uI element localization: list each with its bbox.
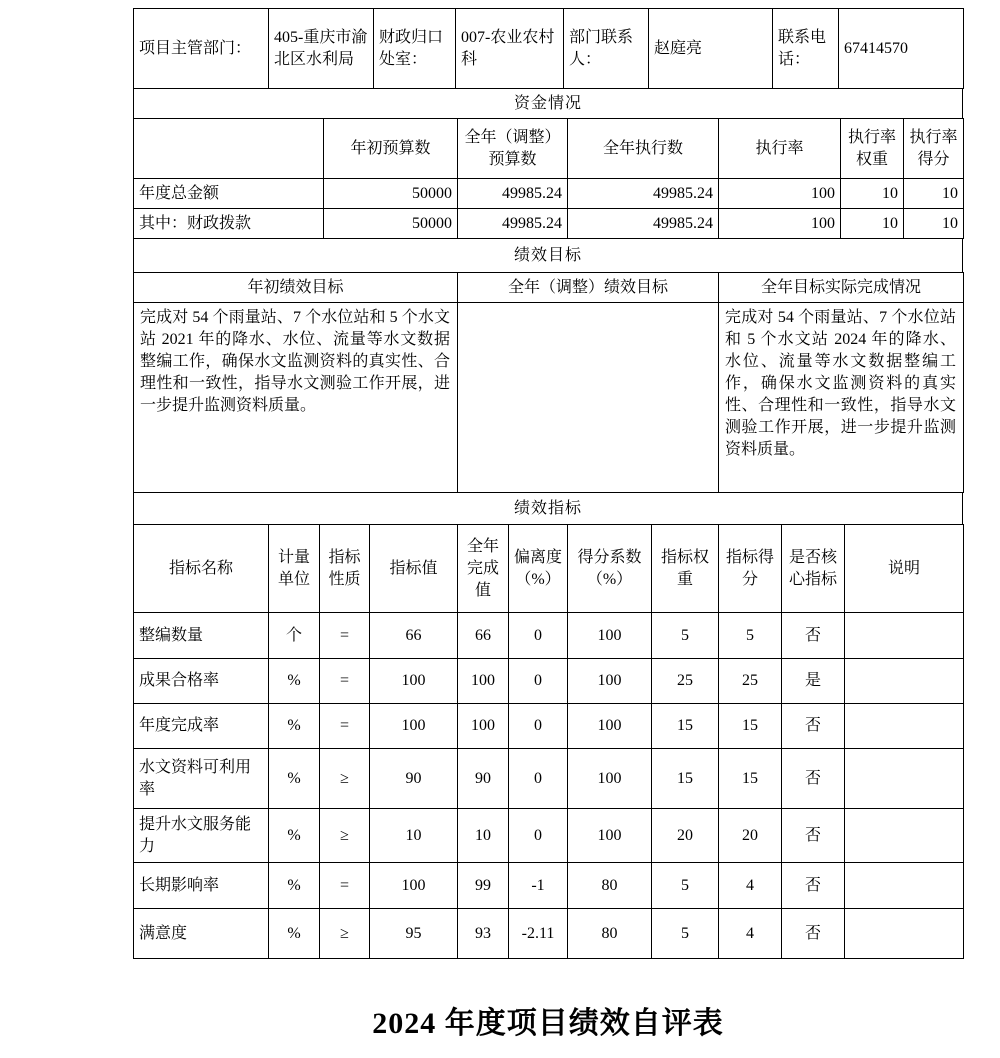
info-table: [133, 8, 964, 89]
indicator-score: 25: [719, 659, 782, 704]
funding-header-adjusted-budget: 全年（调整）预算数: [458, 119, 568, 179]
indicator-score-coef: 100: [568, 613, 652, 659]
indicator-row: [134, 749, 964, 809]
indicator-completed: 90: [458, 749, 509, 809]
funding-row-label: 其中：财政拨款: [134, 209, 324, 239]
funding-row-total: [134, 179, 964, 209]
indicator-score: 4: [719, 909, 782, 959]
ind-header-weight: 指标权重: [652, 525, 719, 613]
indicator-target: 10: [370, 809, 458, 863]
indicator-row: [134, 613, 964, 659]
info-row: [134, 9, 964, 89]
indicators-table: [133, 524, 964, 959]
indicator-unit: 个: [269, 613, 320, 659]
ind-header-unit: 计量单位: [269, 525, 320, 613]
indicator-score: 4: [719, 863, 782, 909]
indicator-note: [845, 749, 964, 809]
funding-header-executed: 全年执行数: [568, 119, 719, 179]
indicator-core: 否: [782, 613, 845, 659]
funding-cell: 49985.24: [568, 179, 719, 209]
indicator-core: 是: [782, 659, 845, 704]
indicator-unit: %: [269, 749, 320, 809]
funding-cell: 49985.24: [458, 209, 568, 239]
funding-section-bar: [133, 88, 963, 119]
goals-header-adjusted: 全年（调整）绩效目标: [458, 273, 719, 303]
indicator-weight: 25: [652, 659, 719, 704]
funding-header-rate-weight: 执行率权重: [841, 119, 904, 179]
indicator-completed: 100: [458, 704, 509, 749]
indicator-core: 否: [782, 863, 845, 909]
contact-label: 部门联系人：: [564, 9, 649, 89]
indicator-note: [845, 909, 964, 959]
dept-value: 405-重庆市渝北区水利局: [269, 9, 374, 89]
indicator-name: 水文资料可利用率: [134, 749, 269, 809]
indicator-score-coef: 100: [568, 659, 652, 704]
indicator-weight: 15: [652, 704, 719, 749]
ind-header-deviation: 偏离度（%）: [509, 525, 568, 613]
indicator-unit: %: [269, 809, 320, 863]
funding-cell: 49985.24: [458, 179, 568, 209]
indicator-target: 95: [370, 909, 458, 959]
indicator-weight: 20: [652, 809, 719, 863]
funding-cell: 10: [841, 209, 904, 239]
funding-table: [133, 118, 964, 239]
indicator-row: [134, 909, 964, 959]
goals-section-title: 绩效目标: [134, 239, 963, 273]
funding-cell: 49985.24: [568, 209, 719, 239]
indicator-unit: %: [269, 704, 320, 749]
indicator-weight: 15: [652, 749, 719, 809]
indicator-score-coef: 100: [568, 704, 652, 749]
funding-header-execution-rate: 执行率: [719, 119, 841, 179]
indicator-target: 100: [370, 863, 458, 909]
funding-row-label: 年度总金额: [134, 179, 324, 209]
funding-row-fiscal: [134, 209, 964, 239]
phone-label: 联系电话：: [773, 9, 839, 89]
indicator-completed: 99: [458, 863, 509, 909]
indicator-nature: ≥: [320, 749, 370, 809]
indicator-nature: =: [320, 659, 370, 704]
office-value: 007-农业农村科: [456, 9, 564, 89]
indicator-core: 否: [782, 909, 845, 959]
funding-header-row: [134, 119, 964, 179]
ind-header-target: 指标值: [370, 525, 458, 613]
goals-table: [133, 272, 964, 493]
indicator-score-coef: 80: [568, 863, 652, 909]
funding-cell: 10: [841, 179, 904, 209]
indicators-header-row: [134, 525, 964, 613]
funding-cell: 50000: [324, 179, 458, 209]
indicator-score: 5: [719, 613, 782, 659]
indicator-note: [845, 613, 964, 659]
funding-corner-cell: [134, 119, 324, 179]
contact-value: 赵庭亮: [649, 9, 773, 89]
ind-header-core: 是否核心指标: [782, 525, 845, 613]
funding-cell: 10: [904, 209, 964, 239]
indicator-unit: %: [269, 909, 320, 959]
indicator-score-coef: 100: [568, 749, 652, 809]
ind-header-name: 指标名称: [134, 525, 269, 613]
page-title: 2024 年度项目绩效自评表: [372, 1007, 724, 1040]
indicator-note: [845, 704, 964, 749]
indicator-target: 100: [370, 659, 458, 704]
indicator-completed: 93: [458, 909, 509, 959]
indicator-deviation: -1: [509, 863, 568, 909]
indicator-weight: 5: [652, 909, 719, 959]
indicator-row: [134, 809, 964, 863]
indicator-target: 90: [370, 749, 458, 809]
indicator-deviation: 0: [509, 659, 568, 704]
funding-cell: 100: [719, 209, 841, 239]
goals-content-row: [134, 303, 964, 493]
indicator-note: [845, 863, 964, 909]
indicator-deviation: -2.11: [509, 909, 568, 959]
indicator-score: 20: [719, 809, 782, 863]
goals-section-bar: [133, 238, 963, 273]
indicator-weight: 5: [652, 863, 719, 909]
indicator-deviation: 0: [509, 809, 568, 863]
goal-initial-text: 完成对 54 个雨量站、7 个水位站和 5 个水文站 2021 年的降水、水位、流量等水文数据整编工作，确保水文监测资料的真实性、合理性和一致性，指导水文测验工作开展，进一步提升监测资料质量。: [134, 303, 458, 493]
funding-cell: 100: [719, 179, 841, 209]
ind-header-score: 指标得分: [719, 525, 782, 613]
indicator-weight: 5: [652, 613, 719, 659]
goals-header-initial: 年初绩效目标: [134, 273, 458, 303]
ind-header-completed: 全年完成值: [458, 525, 509, 613]
indicator-score: 15: [719, 749, 782, 809]
indicator-name: 长期影响率: [134, 863, 269, 909]
evaluation-form: [133, 8, 963, 1044]
ind-header-nature: 指标性质: [320, 525, 370, 613]
indicator-name: 整编数量: [134, 613, 269, 659]
goals-header-actual: 全年目标实际完成情况: [719, 273, 964, 303]
indicator-deviation: 0: [509, 749, 568, 809]
ind-header-note: 说明: [845, 525, 964, 613]
indicator-completed: 100: [458, 659, 509, 704]
indicator-name: 成果合格率: [134, 659, 269, 704]
funding-cell: 50000: [324, 209, 458, 239]
funding-header-rate-score: 执行率得分: [904, 119, 964, 179]
indicator-nature: =: [320, 863, 370, 909]
indicator-nature: ≥: [320, 909, 370, 959]
indicator-completed: 66: [458, 613, 509, 659]
indicator-target: 100: [370, 704, 458, 749]
indicator-note: [845, 809, 964, 863]
indicator-name: 年度完成率: [134, 704, 269, 749]
indicator-name: 提升水文服务能力: [134, 809, 269, 863]
indicator-score: 15: [719, 704, 782, 749]
indicator-row: [134, 659, 964, 704]
indicator-deviation: 0: [509, 704, 568, 749]
goal-adjusted-text: [458, 303, 719, 493]
funding-section-title: 资金情况: [134, 89, 963, 119]
indicator-core: 否: [782, 704, 845, 749]
indicator-target: 66: [370, 613, 458, 659]
office-label: 财政归口处室：: [374, 9, 456, 89]
ind-header-score-coef: 得分系数（%）: [568, 525, 652, 613]
indicator-deviation: 0: [509, 613, 568, 659]
indicators-section-title: 绩效指标: [134, 493, 963, 525]
indicator-score-coef: 100: [568, 809, 652, 863]
indicator-nature: =: [320, 613, 370, 659]
dept-label: 项目主管部门：: [134, 9, 269, 89]
indicator-name: 满意度: [134, 909, 269, 959]
indicator-nature: ≥: [320, 809, 370, 863]
phone-value: 67414570: [839, 9, 964, 89]
indicator-row: [134, 704, 964, 749]
funding-header-initial-budget: 年初预算数: [324, 119, 458, 179]
funding-cell: 10: [904, 179, 964, 209]
indicator-unit: %: [269, 659, 320, 704]
indicator-completed: 10: [458, 809, 509, 863]
indicator-core: 否: [782, 809, 845, 863]
goal-actual-text: 完成对 54 个雨量站、7 个水位站和 5 个水文站 2024 年的降水、水位、流量等水文数据整编工作，确保水文监测资料的真实性、合理性和一致性，指导水文测验工作开展，进一步提升监测资料质量。: [719, 303, 964, 493]
goals-header-row: [134, 273, 964, 303]
indicator-core: 否: [782, 749, 845, 809]
indicators-section-bar: [133, 492, 963, 525]
indicator-score-coef: 80: [568, 909, 652, 959]
indicator-unit: %: [269, 863, 320, 909]
indicator-nature: =: [320, 704, 370, 749]
indicator-note: [845, 659, 964, 704]
indicator-row: [134, 863, 964, 909]
